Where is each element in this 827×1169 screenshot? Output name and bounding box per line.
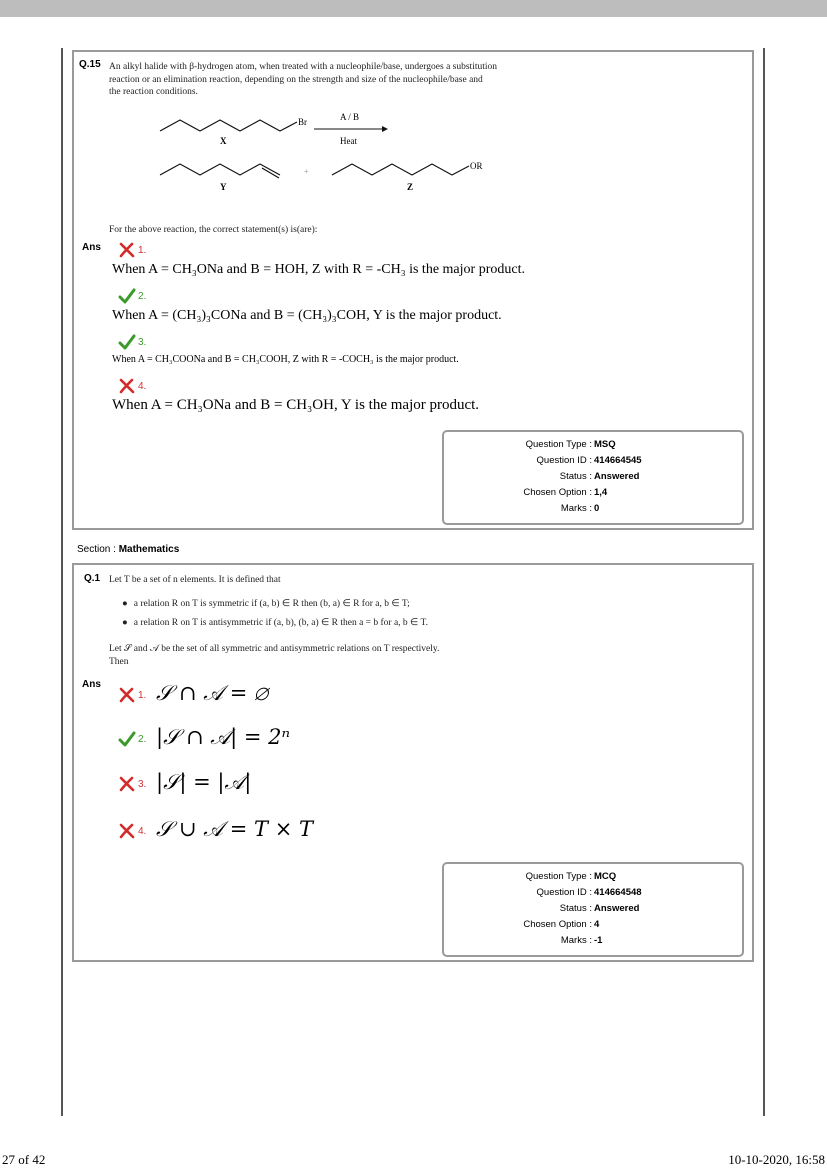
question-number: Q.1 (84, 573, 101, 584)
meta-chosen-option: Chosen Option : 4 (523, 919, 600, 930)
option-number: 3. (138, 336, 147, 348)
option-number: 4. (138, 825, 147, 837)
option-number: 4. (138, 380, 147, 392)
left-margin-line (61, 48, 63, 1116)
question-intro (109, 61, 549, 99)
section-label: Section : Mathematics (77, 544, 180, 555)
question-prompt: For the above reaction, the correct statement(s) is(are): (109, 225, 318, 235)
question-meta-box (442, 430, 744, 525)
option-number: 1. (138, 244, 147, 256)
top-bar (0, 0, 827, 17)
meta-question-id: Question ID : 414664545 (536, 455, 642, 466)
cross-icon (118, 776, 136, 792)
option-3-text: |𝒮| = |𝒜| (156, 770, 252, 794)
br-label: Br (298, 117, 307, 127)
arrow-head (382, 126, 388, 132)
option-1-status (118, 242, 146, 258)
cross-icon (118, 823, 136, 839)
question-intro: Let T be a set of n elements. It is defined that (109, 575, 281, 585)
question-text: Let 𝒮 and 𝒜 be the set of all symmetric and antisymmetric relations on T respectively. Then (109, 644, 440, 667)
or-label: OR (470, 161, 483, 171)
meta-question-type: Question Type : MCQ (525, 871, 617, 882)
molecule-x-skeleton (160, 120, 297, 131)
print-datetime: 10-10-2020, 16:58 (728, 1152, 825, 1167)
label-z: Z (407, 182, 414, 192)
meta-status: Status : Answered (559, 903, 640, 914)
option-3-status (118, 334, 146, 350)
option-4-status (118, 823, 146, 839)
option-2-text: When A = (CH₃)₃CONa and B = (CH₃)₃COH, Y is the major product. (112, 308, 502, 323)
option-number: 1. (138, 689, 147, 701)
question-15-card (72, 50, 754, 530)
section-name: Mathematics (118, 544, 180, 555)
option-number: 3. (138, 778, 147, 790)
intro-line: An alkyl halide with β-hydrogen atom, when treated with a nucleophile/base, undergoes a substitution (109, 62, 497, 72)
plus-sign: + (304, 167, 309, 176)
option-3-text: When A = CH₃COONa and B = CH₃COOH, Z with R = -COCH₃ is the major product. (112, 354, 459, 365)
option-number: 2. (138, 733, 147, 745)
bullet-antisymmetric: ● a relation R on T is antisymmetric if (a, b), (b, a) ∈ R then a = b for a, b ∈ T. (122, 618, 429, 628)
cross-icon (118, 378, 136, 394)
check-icon (118, 731, 136, 747)
label-y: Y (220, 182, 227, 192)
intro-line: reaction or an elimination reaction, depending on the strength and size of the nucleophile/base and (109, 74, 483, 85)
option-3-status (118, 776, 146, 792)
meta-question-type: Question Type : MSQ (525, 439, 616, 450)
option-1-text: 𝒮 ∩ 𝒜 = ∅ (156, 681, 268, 705)
molecule-y-skeleton (160, 164, 280, 175)
reaction-scheme (152, 108, 512, 208)
check-icon (118, 334, 136, 350)
question-meta-box (442, 862, 744, 957)
meta-status: Status : Answered (559, 471, 640, 482)
meta-question-id: Question ID : 414664548 (536, 887, 642, 898)
option-2-status (118, 288, 146, 304)
meta-chosen-option: Chosen Option : 1,4 (523, 487, 608, 498)
check-icon (118, 288, 136, 304)
ans-label: Ans (82, 679, 101, 690)
molecule-z-skeleton (332, 164, 469, 175)
meta-marks: Marks : -1 (560, 935, 603, 946)
intro-line: the reaction conditions. (109, 87, 198, 97)
option-2-status (118, 731, 146, 747)
option-4-status (118, 378, 146, 394)
question-1-card (72, 563, 754, 962)
reagent-label: A / B (340, 112, 360, 122)
cross-icon (118, 687, 136, 703)
bullet-symmetric: ● a relation R on T is symmetric if (a, b) ∈ R then (b, a) ∈ R for a, b ∈ T; (122, 599, 410, 609)
condition-label: Heat (340, 136, 357, 146)
cross-icon (118, 242, 136, 258)
question-number: Q.15 (79, 59, 101, 70)
meta-marks: Marks : 0 (560, 503, 600, 514)
option-number: 2. (138, 290, 147, 302)
right-margin-line (763, 48, 765, 1116)
option-1-status (118, 687, 146, 703)
label-x: X (220, 136, 227, 146)
option-4-text: When A = CH₃ONa and B = CH₃OH, Y is the major product. (112, 397, 480, 413)
page-number: 27 of 42 (2, 1152, 46, 1167)
option-1-text: When A = CH₃ONa and B = HOH, Z with R = -CH₃ is the major product. (112, 262, 525, 277)
ans-label: Ans (82, 242, 101, 253)
option-4-text: 𝒮 ∪ 𝒜 = T × T (156, 817, 313, 841)
option-2-text: |𝒮 ∩ 𝒜| = 2ⁿ (156, 725, 291, 749)
